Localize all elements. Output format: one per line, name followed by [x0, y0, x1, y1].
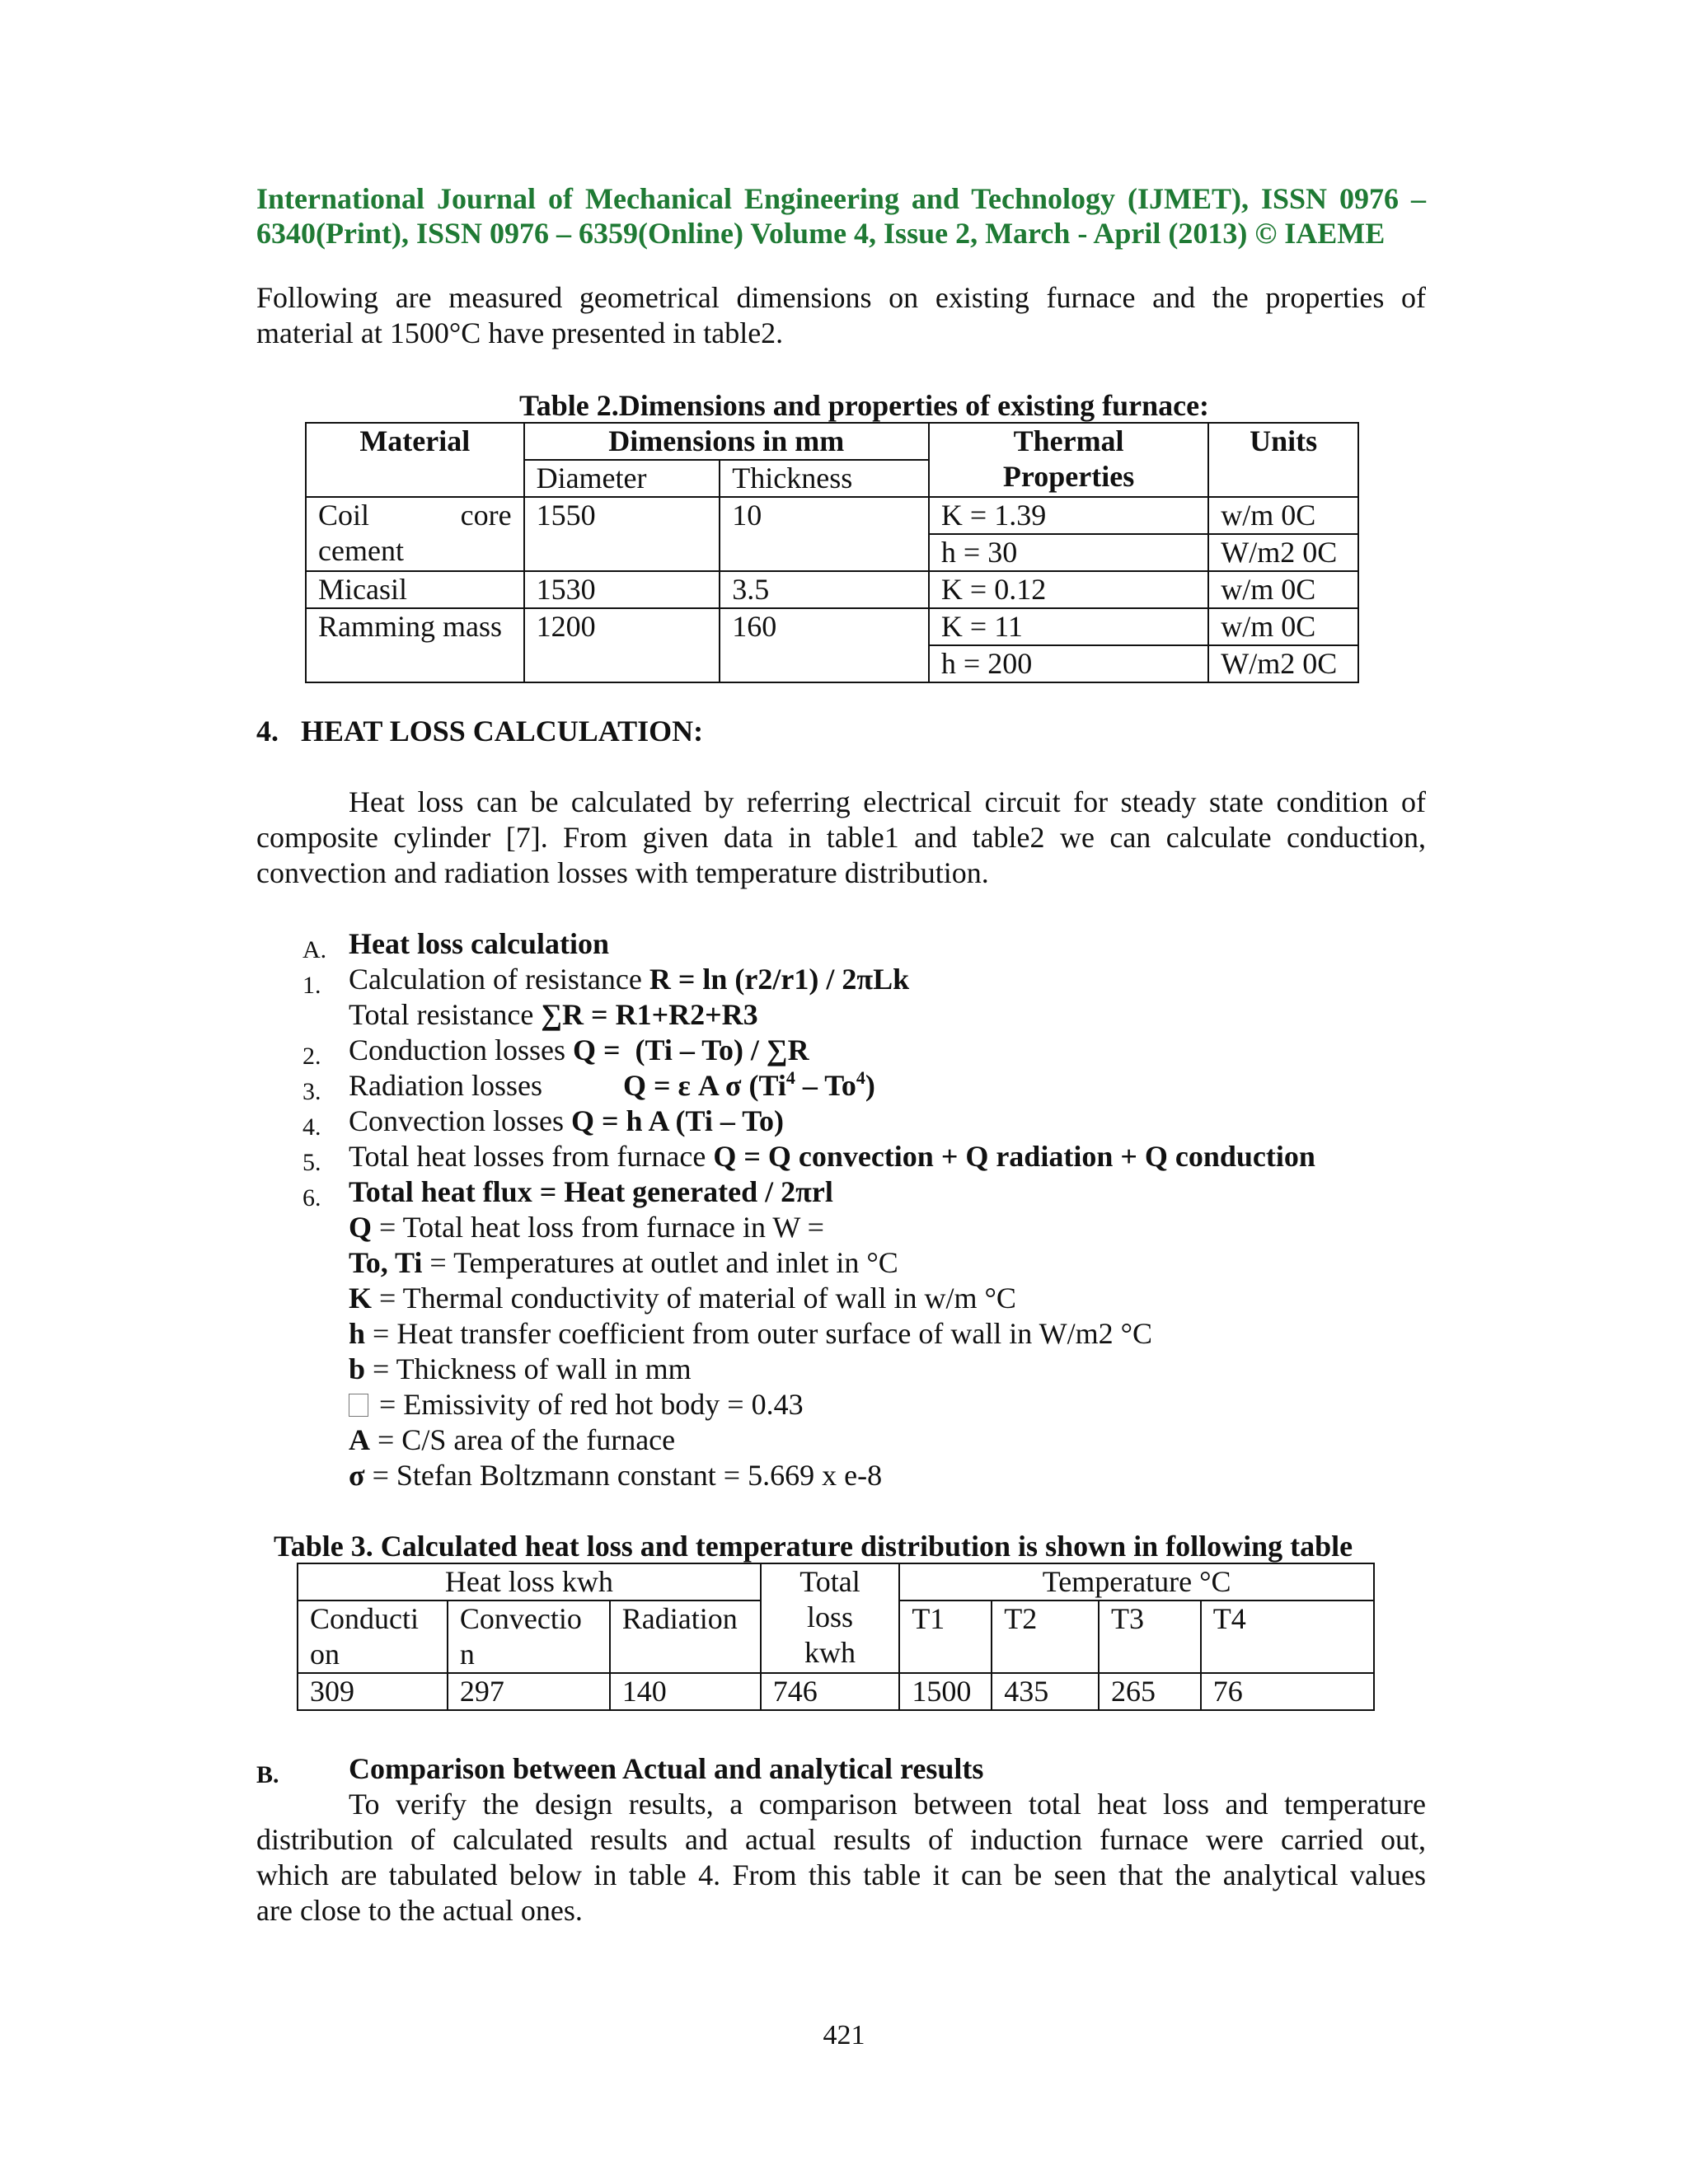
list-number: 2. [302, 1043, 321, 1070]
definition-item [349, 1281, 1016, 1316]
table2-material-word3: cement [318, 534, 404, 567]
table-row [306, 571, 1358, 608]
table2-cell-diameter: 1530 [524, 571, 720, 608]
missing-glyph-icon [349, 1394, 368, 1417]
definition-item [349, 1458, 882, 1493]
section-b-line4: are close to the actual ones. [256, 1894, 583, 1927]
radiation-formula-sup1: 4 [785, 1067, 795, 1088]
total-resistance-formula: ∑R = R1+R2+R3 [541, 998, 758, 1031]
table3 [297, 1563, 1375, 1711]
table2-material-word2: core [460, 499, 512, 532]
list-item [349, 1068, 542, 1104]
table3-cell-radiation: 140 [610, 1673, 761, 1710]
table3-header-heat-loss: Heat loss kwh [298, 1563, 761, 1601]
table2-cell-thickness: 3.5 [720, 571, 929, 608]
table2-cell-unit: w/m 0C [1208, 608, 1358, 645]
table3-header-t1: T1 [899, 1601, 992, 1673]
list-item [349, 962, 909, 997]
table3-cell-total: 746 [761, 1673, 900, 1710]
definition-item [349, 1352, 692, 1387]
section-b-line3: which are tabulated below in table 4. From this table it can be seen that the analytical values [256, 1858, 1426, 1891]
list-item [349, 1033, 809, 1068]
table3-header-temperature: Temperature °C [899, 1563, 1374, 1601]
table3-header-total [761, 1563, 900, 1673]
definition-item [349, 1387, 804, 1422]
table-row [298, 1673, 1374, 1710]
list-item [349, 1139, 1315, 1174]
radiation-formula [623, 1068, 875, 1104]
table2-header-row [306, 423, 1358, 460]
table3-header-t4: T4 [1201, 1601, 1374, 1673]
table3-cell-t2: 435 [992, 1673, 1099, 1710]
section4-paragraph [256, 785, 1426, 891]
definition-text: = C/S area of the furnace [370, 1423, 676, 1456]
table3-header-convection-line1: Convectio [459, 1602, 582, 1635]
section-b-title: Comparison between Actual and analytical results [349, 1752, 984, 1785]
section-b-marker: B. [256, 1761, 279, 1788]
section4-line3: convection and radiation losses with temperature distribution. [256, 856, 989, 889]
intro-line2: material at 1500°C have presented in table2. [256, 316, 784, 349]
total-loss-formula: Q = Q convection + Q radiation + Q conduction [713, 1140, 1315, 1173]
definition-symbol: σ [349, 1459, 365, 1492]
table2-caption: Table 2.Dimensions and properties of existing furnace: [519, 389, 1210, 422]
page-number: 421 [823, 2020, 865, 2050]
table2-cell-material: Ramming mass [306, 608, 524, 682]
table2-cell-unit: w/m 0C [1208, 571, 1358, 608]
table3-cell-convection: 297 [448, 1673, 610, 1710]
definition-text: = Heat transfer coefficient from outer surface of wall in W/m2 °C [365, 1317, 1153, 1350]
convection-formula: Q = h A (Ti – To) [570, 1104, 784, 1137]
list-number: 6. [302, 1184, 321, 1212]
table3-header-total-line1: Total [799, 1565, 860, 1598]
intro-paragraph [256, 280, 1426, 351]
table3-cell-conduction: 309 [298, 1673, 448, 1710]
definition-symbol: K [349, 1282, 373, 1315]
section4-line1: Heat loss can be calculated by referring electrical circuit for steady state condition of [349, 785, 1426, 818]
table2-header-thermal-line2: Properties [1002, 460, 1135, 493]
table3-cell-t3: 265 [1099, 1673, 1201, 1710]
definition-text: = Stefan Boltzmann constant = 5.669 x e-8 [364, 1459, 883, 1492]
definition-symbol: b [349, 1352, 366, 1385]
table3-header-convection [448, 1601, 610, 1673]
definition-item [349, 1210, 824, 1245]
list-a-title: Heat loss calculation [349, 927, 609, 960]
table2-cell-property: h = 30 [929, 534, 1208, 571]
table3-header-t2: T2 [992, 1601, 1099, 1673]
table2-header-diameter: Diameter [524, 460, 720, 497]
resistance-formula: R = ln (r2/r1) / 2πLk [649, 963, 910, 996]
table-row [306, 608, 1358, 645]
table2-header-thermal-line1: Thermal [1013, 424, 1124, 457]
table2-cell-property: K = 11 [929, 608, 1208, 645]
intro-line1: Following are measured geometrical dimensions on existing furnace and the properties of [256, 281, 1426, 314]
table3-cell-t1: 1500 [899, 1673, 992, 1710]
list-marker-a: A. [302, 936, 327, 963]
table2-cell-diameter: 1200 [524, 608, 720, 682]
definition-item [349, 1316, 1152, 1352]
list-item [349, 997, 758, 1033]
journal-header-line2: 6340(Print), ISSN 0976 – 6359(Online) Volume 4, Issue 2, March - April (2013) © IAEME [256, 217, 1386, 250]
table2-cell-property: K = 1.39 [929, 497, 1208, 534]
section-b-paragraph [256, 1787, 1426, 1929]
table2-header-thermal [929, 423, 1208, 497]
list-number: 3. [302, 1078, 321, 1105]
table2-cell-unit: w/m 0C [1208, 497, 1358, 534]
journal-header [256, 181, 1426, 251]
table3-header-total-line3: kwh [804, 1636, 856, 1669]
table2-cell-thickness: 10 [720, 497, 929, 571]
table3-header-radiation: Radiation [610, 1601, 761, 1673]
list-item-text: Calculation of resistance [349, 963, 649, 996]
list-item-text: Radiation losses [349, 1069, 542, 1102]
list-item-text: Convection losses [349, 1104, 571, 1137]
list-item-text: Total heat losses from furnace [349, 1140, 714, 1173]
definition-symbol: Q [349, 1211, 373, 1244]
definition-symbol: To, Ti [349, 1246, 423, 1279]
table2-cell-thickness: 160 [720, 608, 929, 682]
table2-cell-property: h = 200 [929, 645, 1208, 682]
section-b-line2: distribution of calculated results and actual results of induction furnace were carried out, [256, 1823, 1426, 1856]
table2-cell-material: Micasil [306, 571, 524, 608]
table2-header-dimensions: Dimensions in mm [524, 423, 929, 460]
table3-header-row [298, 1563, 1374, 1601]
table3-cell-t4: 76 [1201, 1673, 1374, 1710]
definition-text: = Total heat loss from furnace in W = [372, 1211, 824, 1244]
table2-cell-material [306, 497, 524, 571]
radiation-formula-b: – To [795, 1069, 856, 1102]
journal-header-line1: International Journal of Mechanical Engineering and Technology (IJMET), ISSN 0976 – [256, 182, 1426, 215]
conduction-formula: Q = (Ti – To) / ∑R [573, 1033, 809, 1066]
table3-header-t3: T3 [1099, 1601, 1201, 1673]
list-item-text: Total resistance [349, 998, 542, 1031]
radiation-formula-sup2: 4 [856, 1067, 865, 1088]
table2-header-units: Units [1208, 423, 1358, 497]
definition-symbol: h [349, 1317, 366, 1350]
table2-header-thickness: Thickness [720, 460, 929, 497]
definition-text: = Emissivity of red hot body = 0.43 [372, 1388, 804, 1421]
definition-item [349, 1245, 898, 1281]
table2-cell-diameter: 1550 [524, 497, 720, 571]
table2-cell-property: K = 0.12 [929, 571, 1208, 608]
list-number: 1. [302, 972, 321, 999]
table3-caption: Table 3. Calculated heat loss and temperature distribution is shown in following table [274, 1530, 1353, 1563]
section4-title: 4. HEAT LOSS CALCULATION: [256, 715, 704, 748]
list-number: 4. [302, 1113, 321, 1141]
section4-line2: composite cylinder [7]. From given data in table1 and table2 we can calculate conduction, [256, 821, 1426, 854]
table-row [306, 497, 1358, 534]
table2 [305, 422, 1359, 683]
definition-symbol: A [349, 1423, 370, 1456]
definition-text: = Temperatures at outlet and inlet in °C [422, 1246, 898, 1279]
table3-header-total-line2: loss [806, 1601, 854, 1633]
radiation-formula-c: ) [865, 1069, 875, 1102]
heat-flux-formula: Total heat flux = Heat generated / 2πrl [349, 1175, 833, 1208]
definition-item [349, 1422, 675, 1458]
definition-text: = Thermal conductivity of material of wall in w/m °C [372, 1282, 1016, 1315]
table3-header-conduction-line2: on [310, 1638, 340, 1671]
table2-header-material: Material [306, 423, 524, 497]
table3-header-convection-line2: n [459, 1638, 475, 1671]
table2-cell-unit: W/m2 0C [1208, 534, 1358, 571]
definition-text: = Thickness of wall in mm [365, 1352, 692, 1385]
radiation-formula-a: Q = ε A σ (Ti [623, 1069, 786, 1102]
table2-material-word1: Coil [318, 499, 370, 532]
table3-header-conduction-line1: Conducti [310, 1602, 419, 1635]
list-number: 5. [302, 1149, 321, 1176]
table3-header-conduction [298, 1601, 448, 1673]
list-item-text: Conduction losses [349, 1033, 574, 1066]
list-item [349, 1104, 784, 1139]
table2-cell-unit: W/m2 0C [1208, 645, 1358, 682]
section-b-line1: To verify the design results, a comparison between total heat loss and temperature [349, 1788, 1426, 1821]
